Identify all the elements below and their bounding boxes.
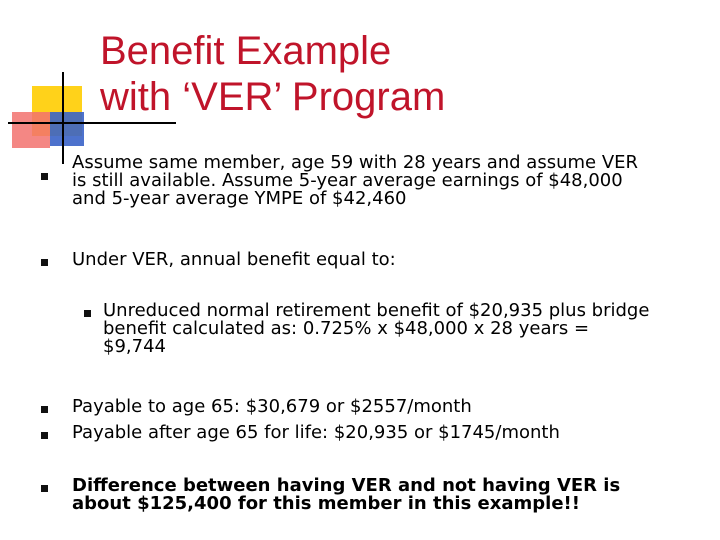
bullet-under-ver: [72, 251, 396, 269]
bullet-difference-summary: [72, 477, 620, 513]
decorative-vertical-line: [62, 72, 64, 164]
decorative-blue-square: [50, 112, 84, 146]
bullet-line: benefit calculated as: 0.725% x $48,000 x 28 years =: [103, 318, 590, 339]
bullet-line: Under VER, annual benefit equal to:: [72, 249, 396, 270]
square-bullet-icon: [41, 432, 48, 439]
bullet-payable-to-65: [72, 398, 472, 416]
bullet-line: Assume same member, age 59 with 28 years and assume VER: [72, 152, 639, 173]
bullet-assume-member: [72, 154, 638, 208]
bullet-line: about $125,400 for this member in this example!!: [72, 493, 580, 514]
bullet-line: Difference between having VER and not having VER is: [72, 475, 621, 496]
sub-bullet-unreduced-benefit: [103, 302, 649, 356]
square-bullet-icon: [41, 259, 48, 266]
decorative-red-square: [12, 112, 50, 148]
bullet-line: $9,744: [103, 336, 166, 357]
bullet-line: Payable after age 65 for life: $20,935 or $1745/month: [72, 422, 560, 443]
square-bullet-icon: [41, 485, 48, 492]
bullet-line: and 5-year average YMPE of $42,460: [72, 188, 407, 209]
bullet-line: Payable to age 65: $30,679 or $2557/month: [72, 396, 472, 417]
bullet-payable-after-65: [72, 424, 560, 442]
title-line-1: Benefit Example: [100, 29, 392, 73]
title-line-2: with ‘VER’ Program: [100, 75, 446, 119]
square-bullet-icon: [41, 406, 48, 413]
square-bullet-icon: [41, 173, 48, 180]
bullet-line: is still available. Assume 5-year average earnings of $48,000: [72, 170, 623, 191]
slide-title: [100, 28, 700, 120]
bullet-line: Unreduced normal retirement benefit of $20,935 plus bridge: [103, 300, 650, 321]
square-bullet-icon: [84, 310, 91, 317]
decorative-horizontal-line: [8, 122, 176, 124]
